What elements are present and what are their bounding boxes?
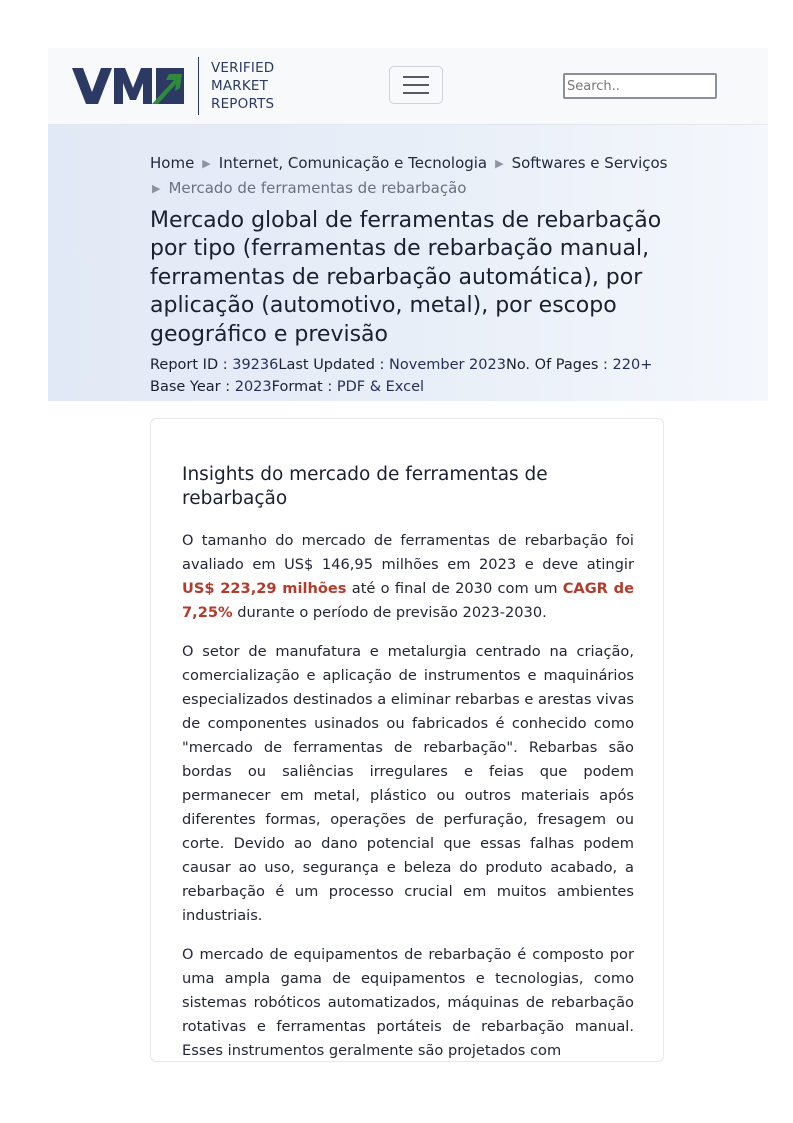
hamburger-icon-bar (403, 84, 429, 86)
breadcrumb-current: Mercado de ferramentas de rebarbação (168, 179, 467, 197)
paragraph-text: O tamanho do mercado de ferramentas de rebarbação foi avaliado em US$ 146,95 milhões em 2023 e deve atingir (182, 532, 634, 573)
hamburger-icon-bar (403, 92, 429, 94)
chevron-right-icon: ▶ (202, 157, 211, 170)
breadcrumb-category-link[interactable]: Internet, Comunicação e Tecnologia (218, 154, 488, 172)
logo-divider (198, 57, 199, 115)
report-hero (48, 125, 768, 401)
logo-line: VERIFIED (211, 60, 275, 76)
vmr-logo-icon (72, 66, 184, 106)
chevron-right-icon: ▶ (495, 157, 504, 170)
updated-value: November 2023 (389, 357, 506, 373)
market-size-highlight: US$ 223,29 milhões (182, 580, 347, 597)
navbar (48, 48, 768, 125)
base-year-label: Base Year : (150, 379, 235, 395)
logo-line: REPORTS (211, 96, 275, 112)
pages-value: 220+ (612, 357, 653, 373)
breadcrumb-subcategory-link[interactable]: Softwares e Serviços (511, 154, 668, 172)
report-id-value: 39236 (232, 357, 279, 373)
cagr-highlight: CAGR de 7,25% (182, 580, 634, 621)
menu-toggle-button[interactable] (389, 66, 443, 104)
insights-card (150, 418, 664, 1062)
insights-paragraph: O mercado de equipamentos de rebarbação é composto por uma ampla gama de equipamentos e tecnologias, como sistemas robóticos automatizados, máquinas de rebarbação rotativas e ferramentas portáteis de rebarbação manual. Esses instrumentos geralmente são projetados com (182, 946, 634, 1059)
chevron-right-icon: ▶ (152, 182, 161, 195)
page-frame (48, 48, 768, 1059)
report-meta (150, 354, 710, 398)
format-value: PDF & Excel (336, 379, 425, 395)
insights-body (182, 529, 634, 1062)
hamburger-icon-bar (403, 76, 429, 78)
insights-paragraph (182, 529, 634, 625)
brand-logo[interactable] (72, 56, 274, 116)
updated-label: Last Updated : (278, 357, 390, 373)
search-input[interactable] (563, 73, 717, 99)
logo-text (211, 59, 274, 113)
insights-paragraph: O setor de manufatura e metalurgia centrado na criação, comercialização e aplicação de instrumentos e maquinários especializados destinados a eliminar rebarbas e arestas vivas de componentes usinados ou fabricados é conhecido como "mercado de ferramentas de rebarbação". Rebarbas são bordas ou saliências irregulares e feias que podem permanecer em metal, plástico ou outros materiais após diferentes formas, operações de perfuração, fresagem ou corte. Devido ao dano potencial que essas falhas podem causar ao uso, segurança e beleza do produto acabado, a rebarbação é um processo crucial em muitos ambientes industriais. (182, 643, 634, 924)
paragraph-text: até o final de 2030 com um (346, 580, 563, 597)
breadcrumb (150, 151, 690, 201)
page-title: Mercado global de ferramentas de rebarbação por tipo (ferramentas de rebarbação manual, ferramentas de rebarbação automática), por aplicação (automotivo, metal), por escopo geográfico e previsão (150, 208, 662, 347)
format-label: Format : (271, 379, 337, 395)
logo-line: MARKET (211, 78, 269, 94)
report-id-label: Report ID : (150, 357, 233, 373)
pages-label: No. Of Pages : (505, 357, 613, 373)
insights-heading: Insights do mercado de ferramentas de rebarbação (182, 464, 548, 509)
base-year-value: 2023 (234, 379, 272, 395)
breadcrumb-home-link[interactable]: Home (150, 154, 195, 172)
paragraph-text: durante o período de previsão 2023-2030. (232, 604, 547, 621)
